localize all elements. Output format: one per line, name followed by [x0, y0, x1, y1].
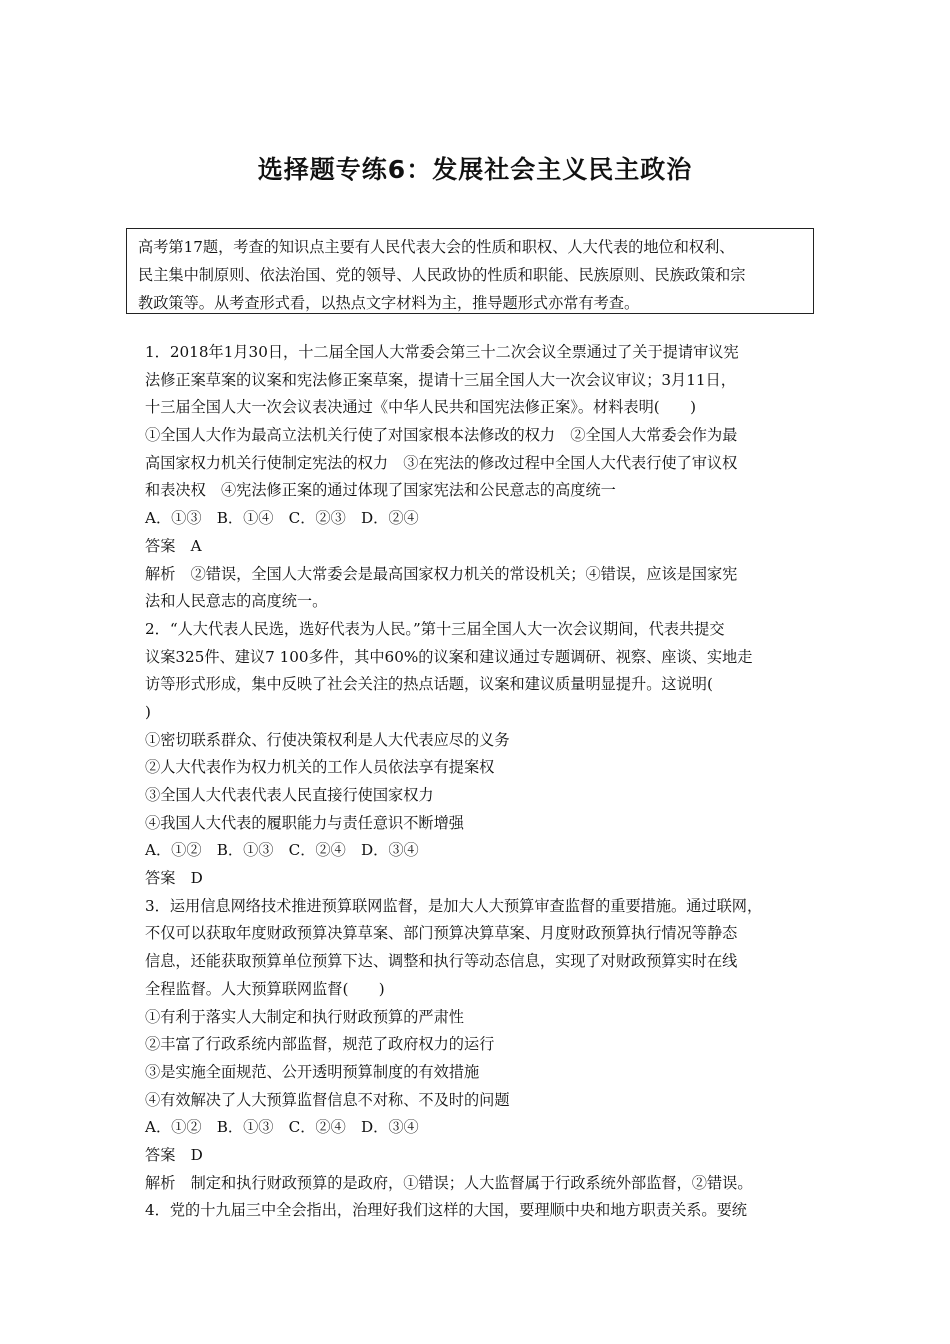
- answer-line: 答案 D: [145, 869, 203, 888]
- question-line: 和表决权 ④宪法修正案的通过体现了国家宪法和公民意志的高度统一: [145, 481, 616, 500]
- question-line: ①全国人大作为最高立法机关行使了对国家根本法修改的权力 ②全国人大常委会作为最: [145, 426, 738, 445]
- statement-line: ②人大代表作为权力机关的工作人员依法享有提案权: [145, 758, 495, 777]
- question-line: 2．“人大代表人民选，选好代表为人民。”第十三届全国人大一次会议期间，代表共提交: [145, 619, 725, 638]
- question-line: 不仅可以获取年度财政预算决算草案、部门预算决算草案、月度财政预算执行情况等静态: [145, 924, 738, 943]
- question-line: 全程监督。人大预算联网监督( ): [145, 979, 385, 998]
- statement-line: ③全国人大代表代表人民直接行使国家权力: [145, 786, 434, 804]
- answer-line: 答案 A: [145, 536, 202, 555]
- question-line: 3．运用信息网络技术推进预算联网监督，是加大人大预算审查监督的重要措施。通过联网，: [145, 896, 763, 915]
- question-line: 高国家权力机关行使制定宪法的权力 ③在宪法的修改过程中全国人大代表行使了审议权: [145, 453, 738, 472]
- intro-line: 高考第17题，考查的知识点主要有人民代表大会的性质和职权、人大代表的地位和权利、: [138, 238, 735, 256]
- options-line: A．①③ B．①④ C．②③ D．②④: [145, 509, 419, 528]
- statement-line: ④有效解决了人大预算监督信息不对称、不及时的问题: [145, 1090, 510, 1109]
- question-line: 法修正案草案的议案和宪法修正案草案，提请十三届全国人大一次会议审议；3月11日，: [145, 370, 736, 389]
- page-title: 选择题专练6：发展社会主义民主政治: [257, 155, 693, 184]
- statement-line: ①有利于落实人大制定和执行财政预算的严肃性: [145, 1007, 464, 1026]
- answer-line: 答案 D: [145, 1145, 203, 1164]
- intro-line: 民主集中制原则、依法治国、党的领导、人民政协的性质和职能、民族原则、民族政策和宗: [138, 266, 746, 284]
- analysis-line: 法和人民意志的高度统一。: [145, 592, 328, 611]
- intro-line: 教政策等。从考查形式看，以热点文字材料为主，推导题形式亦常有考查。: [138, 294, 640, 312]
- analysis-line: 解析 ②错误，全国人大常委会是最高国家权力机关的常设机关；④错误，应该是国家宪: [145, 564, 738, 583]
- statement-line: ③是实施全面规范、公开透明预算制度的有效措施: [145, 1062, 480, 1081]
- statement-line: ①密切联系群众、行使决策权利是人大代表应尽的义务: [145, 730, 510, 749]
- statement-line: ②丰富了行政系统内部监督，规范了政府权力的运行: [145, 1035, 495, 1054]
- statement-line: ④我国人大代表的履职能力与责任意识不断增强: [145, 813, 464, 832]
- intro-box: [126, 228, 814, 314]
- question-line: ): [145, 702, 151, 721]
- question-line: 十三届全国人大一次会议表决通过《中华人民共和国宪法修正案》。材料表明( ): [145, 398, 697, 417]
- analysis-line: 解析 制定和执行财政预算的是政府，①错误；人大监督属于行政系统外部监督，②错误。: [145, 1173, 753, 1192]
- question-line: 1．2018年1月30日，十二届全国人大常委会第三十二次会议全票通过了关于提请审议宪: [145, 343, 739, 361]
- question-content: [145, 339, 825, 1225]
- options-line: A．①② B．①③ C．②④ D．③④: [145, 1118, 419, 1137]
- question-line: 访等形式形成，集中反映了社会关注的热点话题，议案和建议质量明显提升。这说明(: [145, 675, 713, 694]
- options-line: A．①② B．①③ C．②④ D．③④: [145, 841, 419, 860]
- question-line: 4．党的十九届三中全会指出，治理好我们这样的大国，要理顺中央和地方职责关系。要统: [145, 1201, 747, 1220]
- question-line: 信息，还能获取预算单位预算下达、调整和执行等动态信息，实现了对财政预算实时在线: [145, 952, 738, 971]
- question-line: 议案325件、建议7 100多件，其中60%的议案和建议通过专题调研、视察、座谈、实地走: [145, 647, 753, 666]
